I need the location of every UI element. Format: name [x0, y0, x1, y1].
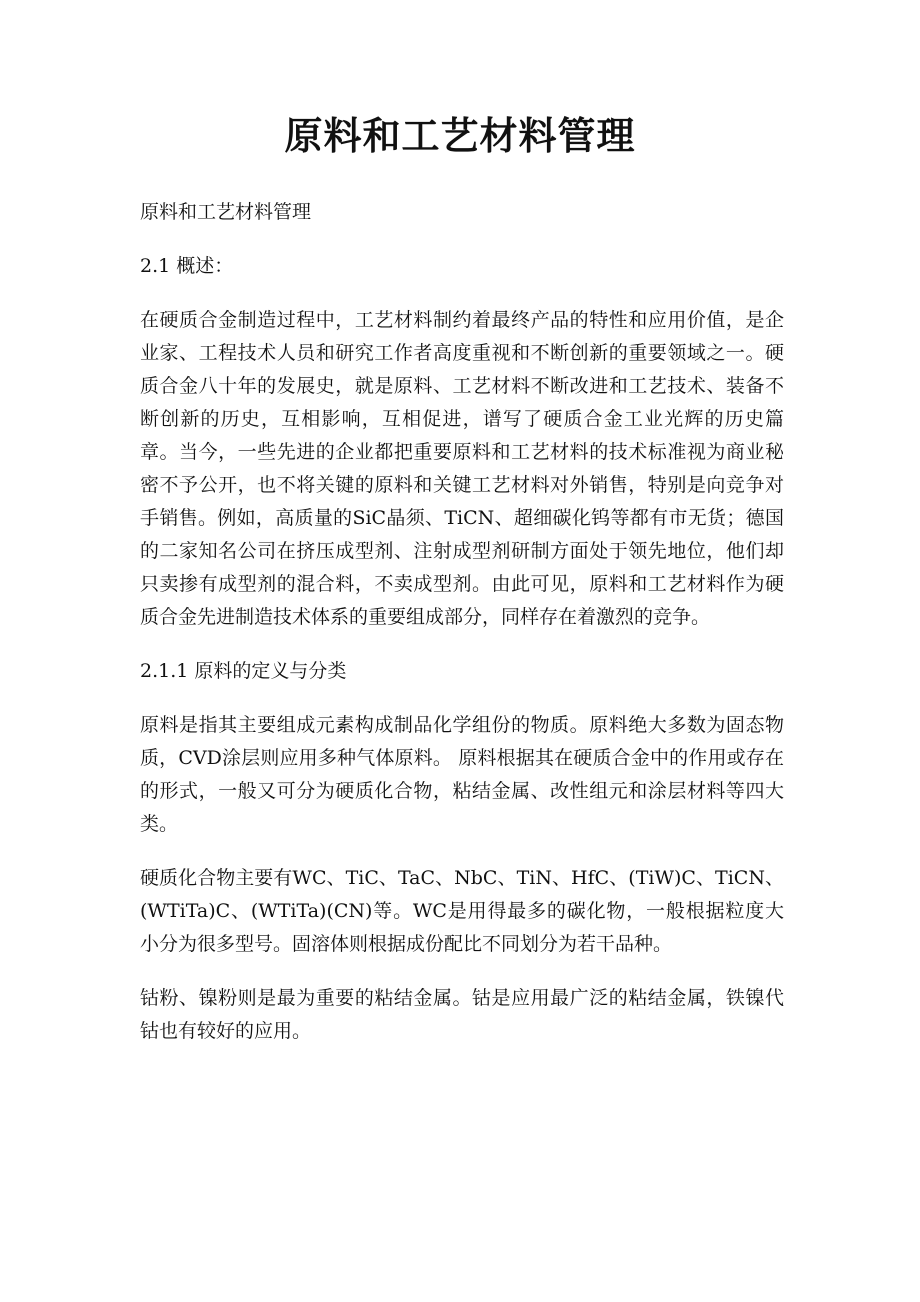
- section-heading-overview: 2.1 概述：: [140, 255, 234, 277]
- subtitle-paragraph: 原料和工艺材料管理: [140, 201, 312, 223]
- body-paragraph: 在硬质合金制造过程中，工艺材料制约着最终产品的特性和应用价值，是企业家、工程技术人员和研究工作者高度重视和不断创新的重要领域之一。硬质合金八十年的发展史，就是原料、工艺材料不断改进和工艺技术、装备不断创新的历史，互相影响，互相促进，谱写了硬质合金工业光辉的历史篇章。当今，一些先进的企业都把重要原料和工艺材料的技术标准视为商业秘密不予公开，也不将关键的原料和关键工艺材料对外销售，特别是向竞争对手销售。例如，高质量的SiC晶须、TiCN、超细碳化钨等都有市无货；德国的二家知名公司在挤压成型剂、注射成型剂研制方面处于领先地位，他们却只卖掺有成型剂的混合料，不卖成型剂。由此可见，原料和工艺材料作为硬质合金先进制造技术体系的重要组成部分，同样存在着激烈的竞争。: [140, 309, 784, 628]
- section-heading-definition: 2.1.1 原料的定义与分类: [140, 660, 347, 682]
- body-paragraph: 钴粉、镍粉则是最为重要的粘结金属。钴是应用最广泛的粘结金属，铁镍代钴也有较好的应用。: [140, 987, 784, 1042]
- body-paragraph: 原料是指其主要组成元素构成制品化学组份的物质。原料绝大多数为固态物质，CVD涂层则应用多种气体原料。 原料根据其在硬质合金中的作用或存在的形式，一般又可分为硬质化合物，粘结金属、改性组元和涂层材料等四大类。: [140, 714, 784, 835]
- document-title: 原料和工艺材料管理: [284, 113, 636, 158]
- document-body: [140, 196, 784, 1069]
- body-paragraph: 硬质化合物主要有WC、TiC、TaC、NbC、TiN、HfC、(TiW)C、TiCN、(WTiTa)C、(WTiTa)(CN)等。WC是用得最多的碳化物，一般根据粒度大小分为很多型号。固溶体则根据成份配比不同划分为若干品种。: [140, 867, 784, 955]
